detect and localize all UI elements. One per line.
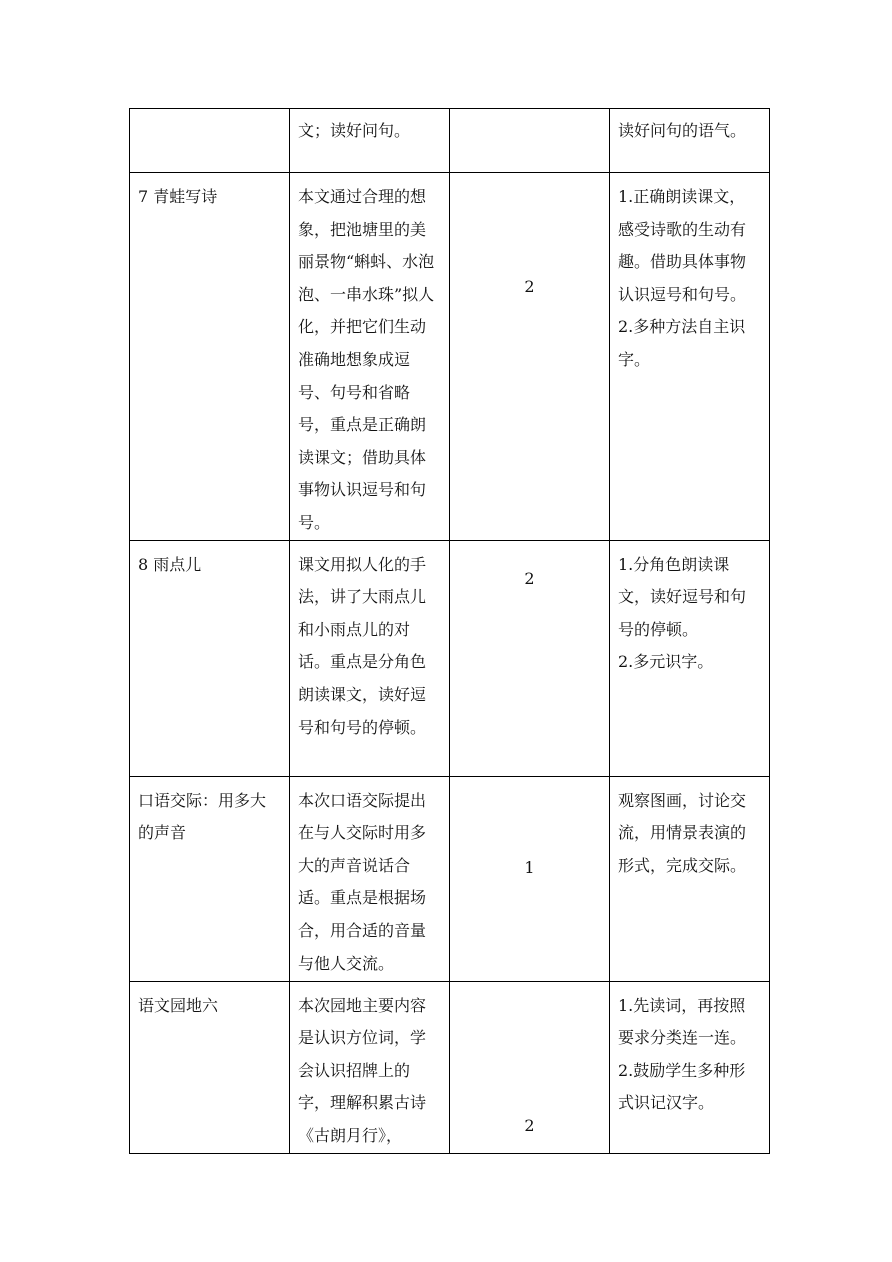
goal-item: 读好问句的语气。 (618, 121, 747, 140)
content-cell: 课文用拟人化的手法，讲了大雨点儿和小雨点儿的对话。重点是分角色朗读课文，读好逗号和句号的停顿。 (290, 540, 450, 776)
table-row (130, 776, 770, 981)
goal-item: 2.鼓励学生多种形式识记汉字。 (618, 1060, 746, 1113)
hours-value: 2 (524, 277, 535, 297)
content-cell: 本文通过合理的想象，把池塘里的美丽景物“蝌蚪、水泡泡、一串水珠”拟人化，并把它们生动准确地想象成逗号、句号和省略号，重点是正确朗读课文；借助具体事物认识逗号和句号。 (290, 173, 450, 541)
goal-item: 观察图画，讨论交流，用情景表演的形式，完成交际。 (618, 790, 747, 875)
hours-value: 2 (524, 569, 535, 589)
lesson-plan-table (129, 108, 770, 1154)
hours-cell (450, 109, 610, 173)
goal-item: 1.分角色朗读课文，读好逗号和句号的停顿。 (618, 554, 747, 639)
hours-cell (450, 173, 610, 541)
lesson-name-cell: 7 青蛙写诗 (130, 173, 290, 541)
table-row (130, 981, 770, 1153)
goals-cell (610, 540, 770, 776)
lesson-name-cell (130, 109, 290, 173)
goals-cell (610, 981, 770, 1153)
table-row (130, 173, 770, 541)
lesson-name-cell: 口语交际：用多大的声音 (130, 776, 290, 981)
goals-cell (610, 109, 770, 173)
hours-cell (450, 776, 610, 981)
hours-cell (450, 540, 610, 776)
goals-cell (610, 173, 770, 541)
goal-item: 1.正确朗读课文，感受诗歌的生动有趣。借助具体事物认识逗号和句号。 (618, 187, 747, 304)
goal-item: 2.多元识字。 (618, 652, 714, 672)
table-row (130, 540, 770, 776)
hours-value: 2 (524, 1115, 535, 1135)
content-cell: 文；读好问句。 (290, 109, 450, 173)
lesson-name-cell: 8 雨点儿 (130, 540, 290, 776)
content-cell: 本次园地主要内容是认识方位词，学会认识招牌上的字，理解积累古诗《古朗月行》， (290, 981, 450, 1153)
hours-cell (450, 981, 610, 1153)
table-row (130, 109, 770, 173)
content-cell: 本次口语交际提出在与人交际时用多大的声音说话合适。重点是根据场合，用合适的音量与他人交流。 (290, 776, 450, 981)
goal-item: 2.多种方法自主识字。 (618, 317, 746, 369)
hours-value: 1 (524, 858, 535, 878)
lesson-name-cell: 语文园地六 (130, 981, 290, 1153)
goal-item: 1.先读词，再按照要求分类连一连。 (618, 995, 747, 1048)
goals-cell (610, 776, 770, 981)
